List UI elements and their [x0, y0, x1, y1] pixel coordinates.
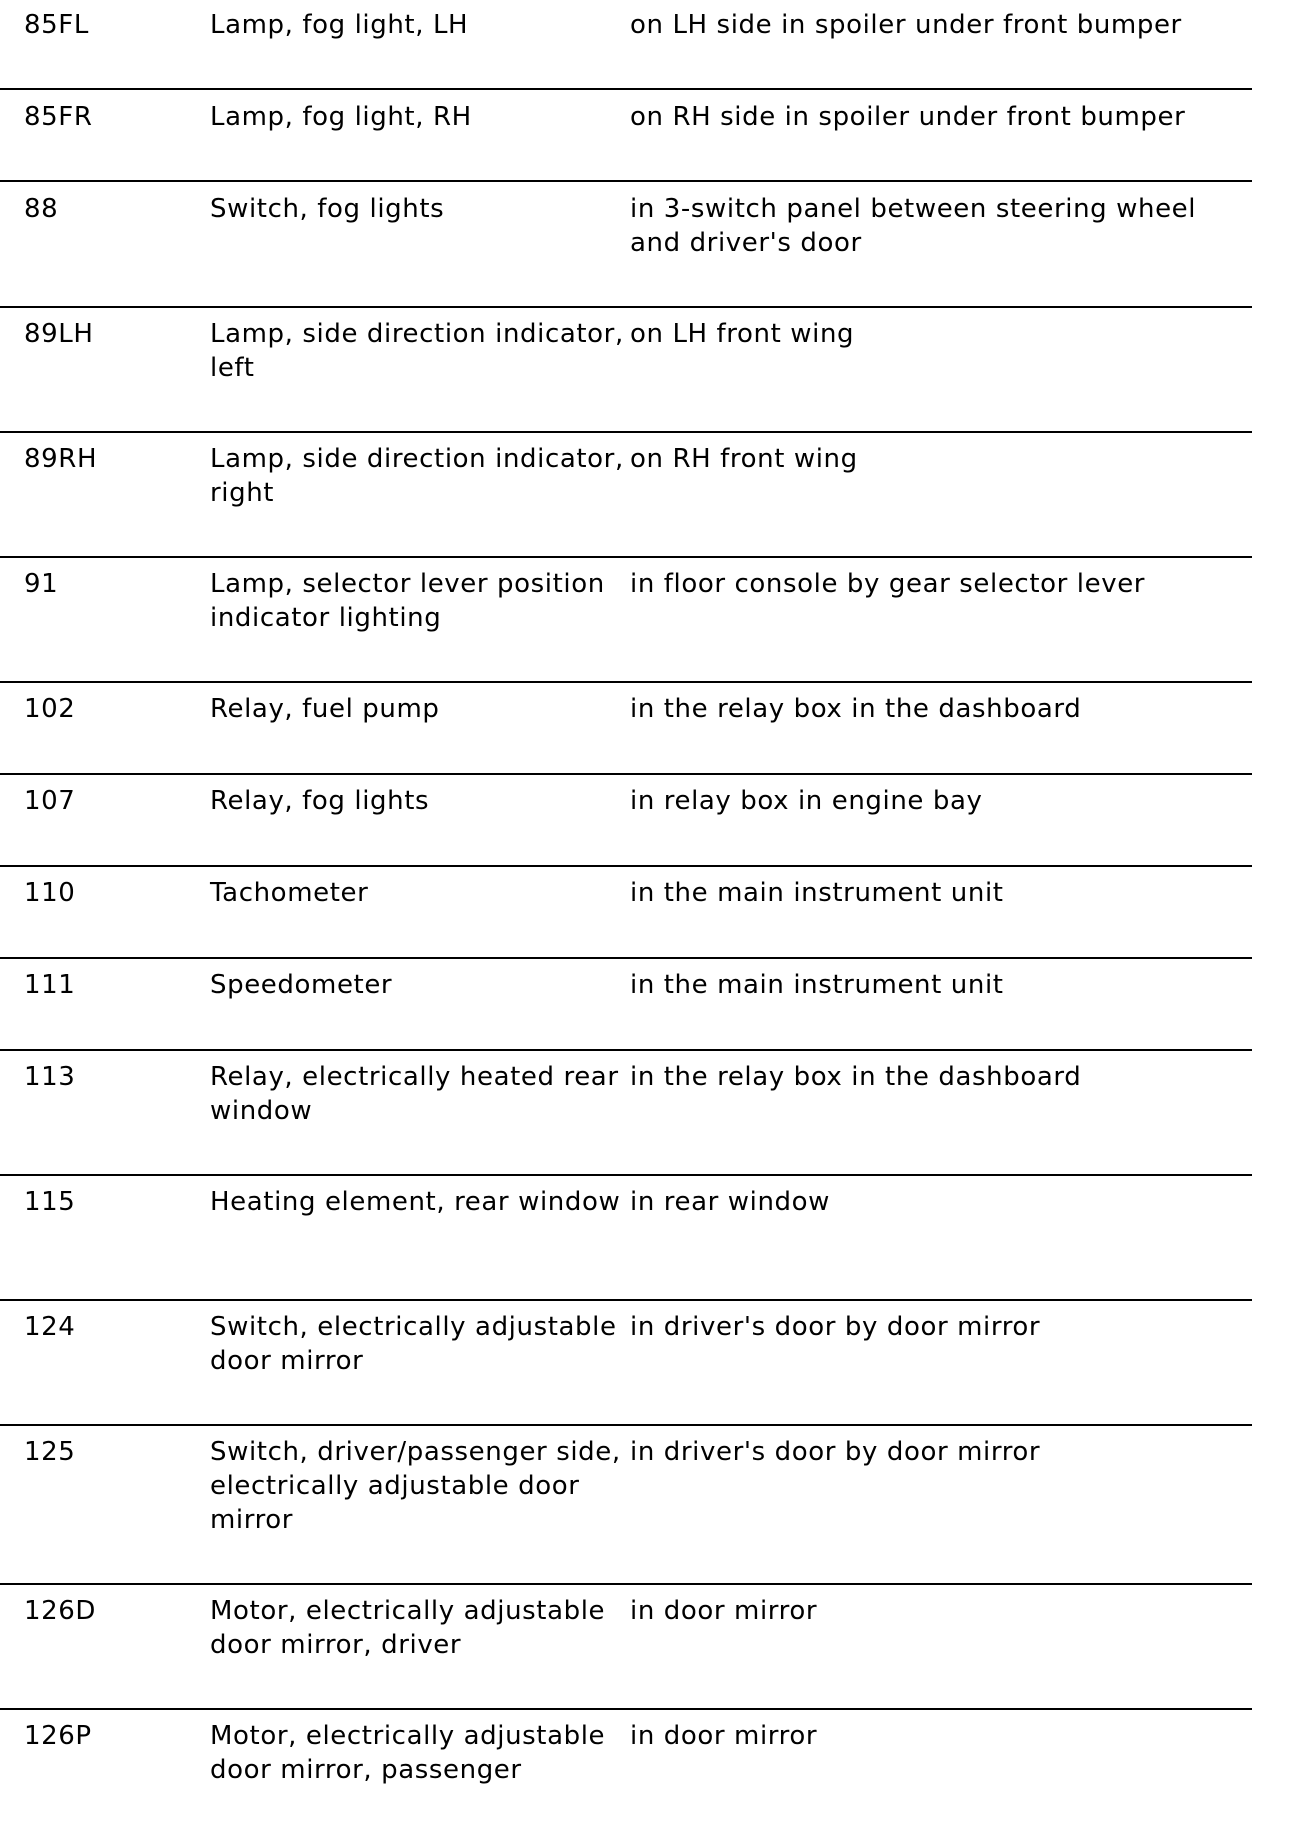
- component-code: 125: [24, 1437, 76, 1467]
- row-divider: [0, 1299, 1252, 1301]
- component-code: 110: [24, 878, 76, 908]
- component-location: in the relay box in the dashboard: [630, 1062, 1082, 1092]
- component-description: Relay, fog lights: [210, 786, 430, 816]
- component-description: Speedometer: [210, 970, 393, 1000]
- component-code: 113: [24, 1062, 76, 1092]
- component-description: Relay, electrically heated rear window: [210, 1062, 619, 1126]
- component-location: in the main instrument unit: [630, 970, 1004, 1000]
- component-description: Lamp, selector lever position indicator lighting: [210, 569, 605, 633]
- component-location: on LH side in spoiler under front bumper: [630, 10, 1182, 40]
- row-divider: [0, 681, 1252, 683]
- component-description: Motor, electrically adjustable door mirror, passenger: [210, 1721, 606, 1785]
- row-divider: [0, 773, 1252, 775]
- component-code: 85FR: [24, 102, 93, 132]
- component-location: on RH side in spoiler under front bumper: [630, 102, 1186, 132]
- row-divider: [0, 556, 1252, 558]
- component-description: Heating element, rear window: [210, 1187, 621, 1217]
- component-description: Motor, electrically adjustable door mirror, driver: [210, 1596, 606, 1660]
- component-location: in door mirror: [630, 1721, 818, 1751]
- component-description: Switch, electrically adjustable door mirror: [210, 1312, 617, 1376]
- row-divider: [0, 1424, 1252, 1426]
- row-divider: [0, 88, 1252, 90]
- component-code: 85FL: [24, 10, 89, 40]
- component-location: on LH front wing: [630, 319, 855, 349]
- row-divider: [0, 1174, 1252, 1176]
- component-code: 115: [24, 1187, 76, 1217]
- row-divider: [0, 431, 1252, 433]
- component-code: 88: [24, 194, 59, 224]
- row-divider: [0, 1049, 1252, 1051]
- component-description: Lamp, side direction indicator, left: [210, 319, 624, 383]
- component-location: in door mirror: [630, 1596, 818, 1626]
- component-code: 126D: [24, 1596, 97, 1626]
- row-divider: [0, 1708, 1252, 1710]
- component-code: 89RH: [24, 444, 98, 474]
- component-code: 111: [24, 970, 76, 1000]
- component-description: Lamp, fog light, LH: [210, 10, 469, 40]
- component-description: Lamp, fog light, RH: [210, 102, 472, 132]
- component-location: in the main instrument unit: [630, 878, 1004, 908]
- component-location: on RH front wing: [630, 444, 858, 474]
- row-divider: [0, 306, 1252, 308]
- component-code: 91: [24, 569, 59, 599]
- component-location: in floor console by gear selector lever: [630, 569, 1146, 599]
- component-location: in 3-switch panel between steering wheel and driver's door: [630, 194, 1197, 258]
- component-code: 89LH: [24, 319, 94, 349]
- row-divider: [0, 180, 1252, 182]
- component-location: in driver's door by door mirror: [630, 1437, 1041, 1467]
- component-description: Switch, driver/passenger side, electrically adjustable door mirror: [210, 1437, 621, 1535]
- component-description: Relay, fuel pump: [210, 694, 440, 724]
- component-location: in relay box in engine bay: [630, 786, 983, 816]
- component-description: Tachometer: [210, 878, 369, 908]
- component-code: 124: [24, 1312, 76, 1342]
- component-code: 107: [24, 786, 76, 816]
- component-description: Lamp, side direction indicator, right: [210, 444, 624, 508]
- component-description: Switch, fog lights: [210, 194, 445, 224]
- component-location: in the relay box in the dashboard: [630, 694, 1082, 724]
- component-code: 126P: [24, 1721, 92, 1751]
- row-divider: [0, 957, 1252, 959]
- component-location: in driver's door by door mirror: [630, 1312, 1041, 1342]
- row-divider: [0, 865, 1252, 867]
- component-location: in rear window: [630, 1187, 831, 1217]
- row-divider: [0, 1583, 1252, 1585]
- component-code: 102: [24, 694, 76, 724]
